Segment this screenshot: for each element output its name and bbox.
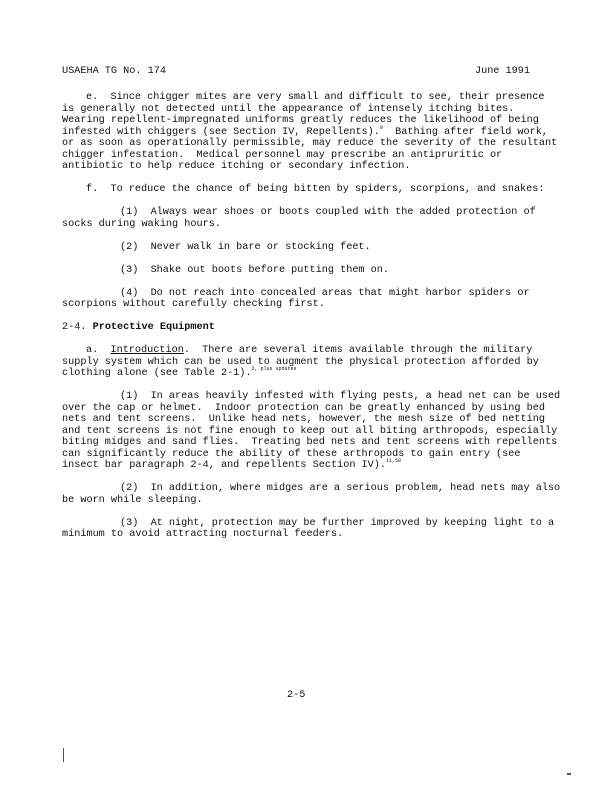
paragraph-f1: (1) Always wear shoes or boots coupled with the added protection of socks during waking hours. [62,207,542,230]
paragraph-a1-text: (1) In areas heavily infested with flying pests, a head net can be used over the cap or helmet. Indoor protection can be greatly enhanced by using bed nets and tent screens. Unlike head nets, however, the mesh size of bed netting and tent screens is not fine enough to keep out all biting arthropods, especially biting midges and sand flies. Treating bed nets and tent screens with repellents can significantly reduce the ability of these arthropods to gain entry (see insect bar paragraph 2-4, and repellents Section IV). [62,391,567,471]
reference: 11,58 [386,458,402,464]
paragraph-e-text: e. Since chigger mites are very small and difficult to see, their presence is generally not detected until the appearance of intensely itching bites. Wearing repellent-impregnated uniforms greatly reduces the likelihood of being infested with chiggers (see Section IV, Repellents). [62,92,551,138]
document-date: June 1991 [474,66,530,77]
paragraph-e [62,92,562,173]
paragraph-a1 [62,391,567,472]
page-number: 2-5 [287,690,306,701]
paragraph-a3: (3) At night, protection may be further improved by keeping light to a minimum to avoid attracting nocturnal feeders. [62,517,561,540]
reference: 9 [379,124,383,131]
section-number: 2-4. [62,322,87,333]
paragraph-a [62,345,562,380]
paragraph-f: f. To reduce the chance of being bitten by spiders, scorpions, and snakes: [86,184,545,195]
paragraph-f4: (4) Do not reach into concealed areas that might harbor spiders or scorpions without carefully checking first. [62,287,536,310]
paragraph-a-heading: Introduction [110,345,184,356]
document-id: USAEHA TG No. 174 [62,66,166,77]
paragraph-e-text2: Bathing after field work, or as soon as operationally permissible, may reduce the severity of the resultant chigger infestation. Medical personnel may prescribe an antipruritic or antibiotic to help reduce itching or secondary infection. [62,126,564,172]
section-heading [62,322,562,334]
paragraph-a2: (2) In addition, where midges are a serious problem, head nets may also be worn while sleeping. [62,483,567,506]
section-title: Protective Equipment [92,322,215,333]
paragraph-f2: (2) Never walk in bare or stocking feet. [120,241,371,253]
document-body [62,92,567,552]
scan-mark [63,748,64,762]
paragraph-a-label: a. [86,345,99,356]
scan-mark [567,773,571,775]
reference: 2, plus updates [251,366,297,372]
paragraph-f3: (3) Shake out boots before putting them on. [120,264,389,276]
paragraph-a-text: . There are several items available through the military supply system which can be used to augment the physical protection afforded by clothing alone (see Table 2-1). [62,345,545,379]
